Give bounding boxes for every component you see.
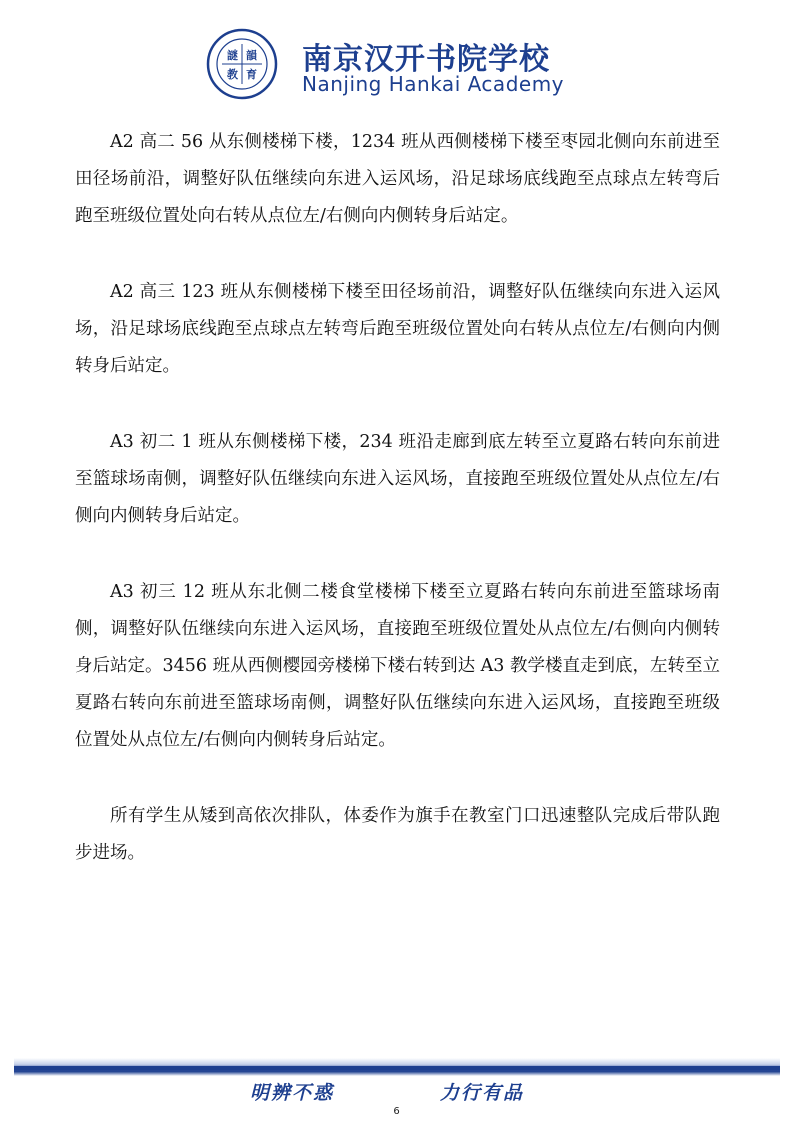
- motto-right: 力行有品: [440, 1082, 525, 1104]
- logo-char: 教: [227, 68, 238, 81]
- school-name-cn: 南京汉开书院学校: [302, 42, 550, 77]
- logo-char: 韻: [246, 49, 257, 62]
- paragraph: 所有学生从矮到高依次排队，体委作为旗手在教室门口迅速整队完成后带队跑步进场。: [75, 806, 720, 863]
- logo-char: 謎: [227, 49, 238, 62]
- paragraph: A2 高二 56 从东侧楼梯下楼，1234 班从西侧楼梯下楼至枣园北侧向东前进至田径场前沿，调整好队伍继续向东进入运风场，沿足球场底线跑至点球点左转弯后跑至班级位置处向右转从点位左/右侧向内侧转身后站定。: [75, 132, 720, 226]
- paragraph: A3 初三 12 班从东北侧二楼食堂楼梯下楼至立夏路右转向东前进至篮球场南侧，调整好队伍继续向东进入运风场，直接跑至班级位置处从点位左/右侧向内侧转身后站定。3456 班从西侧樱园旁楼梯下楼右转到达 A3 教学楼直走到底，左转至立夏路右转向东前进至篮球场南侧，调整好队伍继续向东进入运风场，直接跑至班级位置处从点位左/右侧向内侧转身后站定。: [75, 582, 720, 750]
- paragraph: A2 高三 123 班从东侧楼梯下楼至田径场前沿，调整好队伍继续向东进入运风场，沿足球场底线跑至点球点左转弯后跑至班级位置处向右转从点位左/右侧向内侧转身后站定。: [75, 282, 720, 376]
- page-number: 6: [393, 1106, 400, 1117]
- paragraph: A3 初二 1 班从东侧楼梯下楼，234 班沿走廊到底左转至立夏路右转向东前进至篮球场南侧，调整好队伍继续向东进入运风场，直接跑至班级位置处从点位左/右侧向内侧转身后站定。: [75, 432, 720, 526]
- school-name-en: Nanjing Hankai Academy: [302, 72, 565, 96]
- logo-char: 育: [246, 68, 257, 81]
- page-header: [206, 28, 606, 100]
- school-logo-seal-icon: [206, 28, 278, 100]
- motto-left: 明辨不惑: [250, 1082, 335, 1104]
- footer-divider-line: [14, 1066, 780, 1070]
- document-body: [75, 124, 720, 911]
